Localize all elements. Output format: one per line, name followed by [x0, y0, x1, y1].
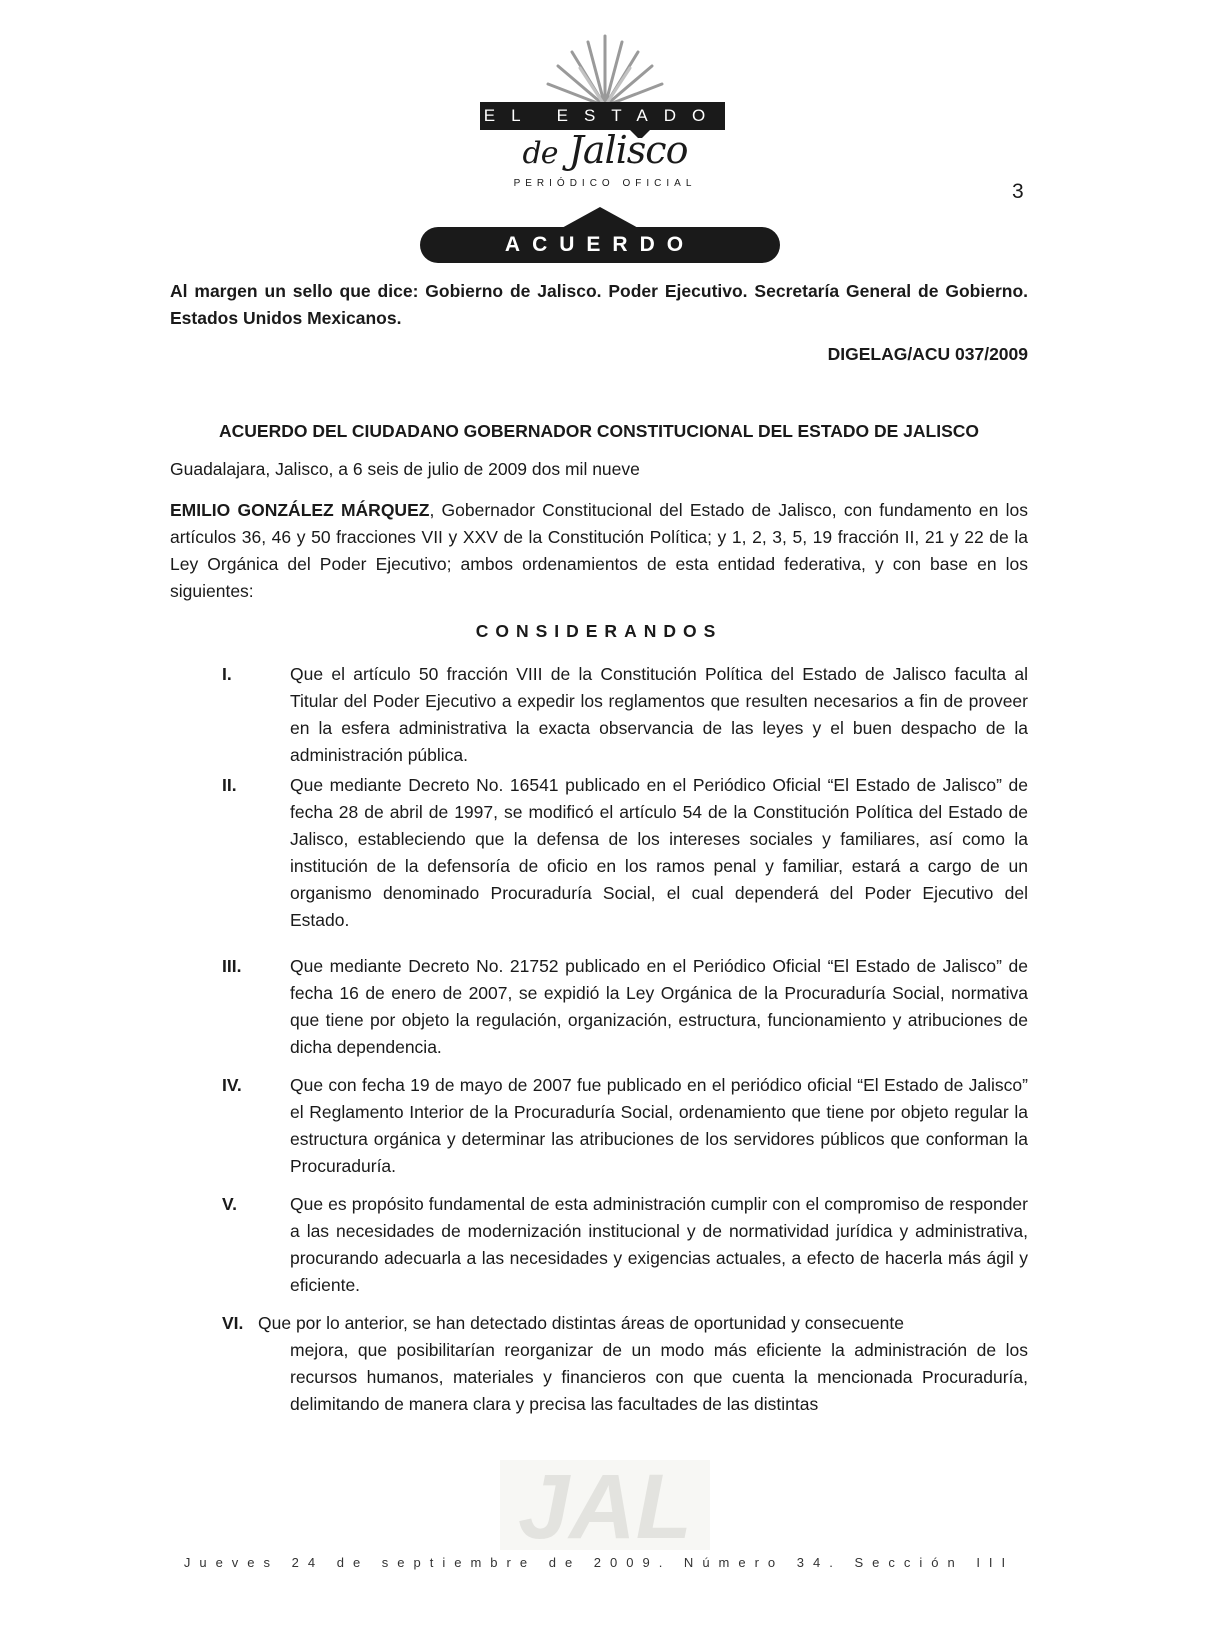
- jal-watermark-logo: [500, 1460, 710, 1550]
- page-footer: Jueves 24 de septiembre de 2009. Número 34. Sección III: [183, 1555, 1015, 1570]
- considerando-text: mejora, que posibilitarían reorganizar de un modo más eficiente la administración de los recursos humanos, materiales y financieros con que cuenta la mencionada Procuraduría, delimitando de manera clara y precisa las facultades de las distintas: [290, 1340, 1028, 1414]
- considerando-number: II.: [222, 775, 237, 795]
- masthead-logo: [470, 28, 740, 189]
- considerando-text: Que es propósito fundamental de esta administración cumplir con el compromiso de responder a las necesidades de modernización institucional y de normatividad jurídica y administrativa, procurando adecuarla a las necesidades y exigencias actuales, a efecto de hacerla más ágil y eficiente.: [290, 1194, 1028, 1295]
- governor-name: EMILIO GONZÁLEZ MÁRQUEZ: [170, 500, 430, 520]
- considerando-number: III.: [222, 956, 242, 976]
- masthead-de: de: [522, 136, 558, 171]
- watermark-text: JAL: [518, 1460, 692, 1550]
- document-code: DIGELAG/ACU 037/2009: [827, 344, 1028, 364]
- masthead-title: [470, 128, 740, 172]
- considerando-text: Que mediante Decreto No. 16541 publicado en el Periódico Oficial “El Estado de Jalisco” de fecha 28 de abril de 1997, se modificó el artículo 54 de la Constitución Política del Estado de Jalisco, estableciendo que la defensa de los intereses sociales y familiares, así como la institución de la defensoría de oficio en los ramos penal y familiar, estará a cargo de un organismo denominado Procuraduría Social, el cual dependerá del Poder Ejecutivo del Estado.: [290, 775, 1028, 930]
- masthead-name: Jalisco: [568, 128, 688, 172]
- page-number: 3: [1012, 180, 1024, 203]
- margin-note: Al margen un sello que dice: Gobierno de Jalisco. Poder Ejecutivo. Secretaría General de Gobierno. Estados Unidos Mexicanos.: [170, 281, 1028, 328]
- considerando-text: Que con fecha 19 de mayo de 2007 fue publicado en el periódico oficial “El Estado de Jalisco” el Reglamento Interior de la Procuraduría Social, ordenamiento que tiene por objeto regular la estructura orgánica y determinar las atribuciones de los servidores públicos que conforman la Procuraduría.: [290, 1075, 1028, 1176]
- considerando-number: V.: [222, 1194, 237, 1214]
- considerando-number: VI.: [222, 1313, 244, 1333]
- considerandos-heading: CONSIDERANDOS: [475, 621, 723, 641]
- document-title: ACUERDO DEL CIUDADANO GOBERNADOR CONSTITUCIONAL DEL ESTADO DE JALISCO: [219, 421, 979, 441]
- intro-paragraph: [170, 497, 1028, 605]
- considerando-text: Que el artículo 50 fracción VIII de la Constitución Política del Estado de Jalisco faculta al Titular del Poder Ejecutivo a expedir los reglamentos que resulten necesarios a fin de proveer en la esfera administrativa la exacta observancia de las leyes y el buen despacho de la administración pública.: [290, 664, 1028, 765]
- intro-text: , Gobernador Constitucional del Estado de Jalisco, con fundamento en los artículos 36, 46 y 50 fracciones VII y XXV de la Constitución Política; y 1, 2, 3, 5, 19 fracción II, 21 y 22 de la Ley Orgánica del Poder Ejecutivo; ambos ordenamientos de esta entidad federativa, y con base en los siguientes:: [170, 500, 1028, 601]
- agave-logo-icon: [540, 28, 670, 108]
- masthead-top-line: EL ESTADO: [480, 102, 725, 130]
- considerando-text: Que mediante Decreto No. 21752 publicado en el Periódico Oficial “El Estado de Jalisco” de fecha 16 de enero de 2007, se expidió la Ley Orgánica de la Procuraduría Social, normativa que tiene por objeto la regulación, organización, estructura, funcionamiento y atribuciones de dicha dependencia.: [290, 956, 1028, 1057]
- considerando-number: IV.: [222, 1075, 242, 1095]
- considerando-number: I.: [222, 664, 232, 684]
- date-line: Guadalajara, Jalisco, a 6 seis de julio de 2009 dos mil nueve: [170, 459, 640, 479]
- masthead-subtitle: PERIÓDICO OFICIAL: [513, 178, 697, 189]
- acuerdo-banner: [420, 205, 780, 265]
- considerando-first-line: Que por lo anterior, se han detectado distintas áreas de oportunidad y consecuente: [258, 1313, 904, 1333]
- banner-label: ACUERDO: [420, 227, 780, 263]
